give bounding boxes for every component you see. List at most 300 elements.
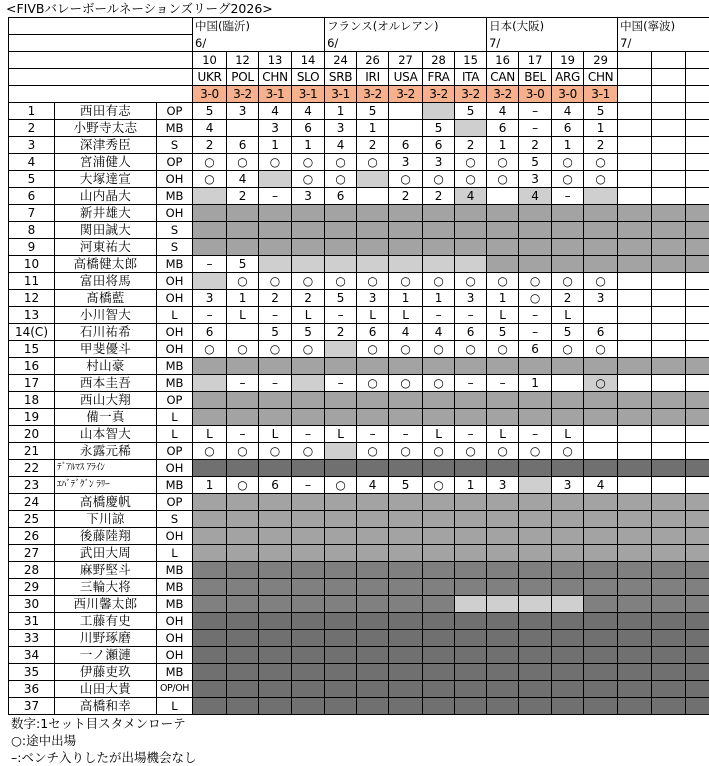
appearance-cell — [686, 154, 709, 171]
player-position: OP — [157, 392, 193, 409]
appearance-cell — [686, 256, 709, 273]
appearance-cell — [455, 511, 487, 528]
appearance-cell — [618, 579, 652, 596]
venue-header: フランス(オルレアン) — [325, 18, 487, 35]
player-number: 34 — [9, 647, 55, 664]
appearance-cell — [455, 409, 487, 426]
player-position: OH — [157, 528, 193, 545]
appearance-cell — [259, 205, 292, 222]
appearance-cell: L — [423, 426, 455, 443]
table-row — [9, 52, 709, 69]
appearance-cell — [618, 188, 652, 205]
player-position: MB — [157, 579, 193, 596]
player-number: 35 — [9, 664, 55, 681]
appearance-cell — [227, 664, 259, 681]
player-name: 深津秀臣 — [55, 137, 157, 154]
table-row — [9, 409, 709, 426]
appearance-cell — [618, 664, 652, 681]
appearance-cell: – — [519, 426, 552, 443]
appearance-cell — [325, 647, 357, 664]
appearance-cell — [584, 358, 618, 375]
appearance-cell — [423, 256, 455, 273]
match-opponent: SLO — [292, 69, 325, 86]
player-number: 14(C) — [9, 324, 55, 341]
month-header: 7/ — [618, 35, 709, 52]
appearance-cell — [193, 630, 227, 647]
appearance-cell: 3 — [357, 290, 389, 307]
appearance-cell: L — [259, 426, 292, 443]
player-number: 15 — [9, 341, 55, 358]
appearance-cell: L — [552, 426, 584, 443]
appearance-cell — [584, 460, 618, 477]
appearance-cell — [652, 205, 686, 222]
appearance-cell — [259, 630, 292, 647]
appearance-cell: L — [389, 307, 423, 324]
appearance-cell — [227, 613, 259, 630]
appearance-cell — [259, 664, 292, 681]
player-name: 河東祐大 — [55, 239, 157, 256]
appearance-cell: ○ — [389, 341, 423, 358]
appearance-cell — [389, 205, 423, 222]
player-number: 1 — [9, 103, 55, 120]
appearance-cell: 1 — [325, 103, 357, 120]
player-position: L — [157, 698, 193, 715]
appearance-cell — [193, 596, 227, 613]
appearance-cell: 6 — [292, 120, 325, 137]
player-position: MB — [157, 562, 193, 579]
month-header: 6/ — [193, 35, 325, 52]
player-number: 6 — [9, 188, 55, 205]
appearance-cell — [325, 613, 357, 630]
appearance-cell — [389, 222, 423, 239]
appearance-cell — [423, 528, 455, 545]
appearance-cell — [652, 307, 686, 324]
appearance-cell — [423, 494, 455, 511]
player-name: 山本智大 — [55, 426, 157, 443]
appearance-cell — [423, 511, 455, 528]
match-opponent: BEL — [519, 69, 552, 86]
player-number: 16 — [9, 358, 55, 375]
player-name: 伊藤吏玖 — [55, 664, 157, 681]
appearance-cell: – — [519, 324, 552, 341]
appearance-cell: – — [193, 307, 227, 324]
appearance-cell: 3 — [193, 290, 227, 307]
match-day: 14 — [292, 52, 325, 69]
appearance-cell — [618, 426, 652, 443]
appearance-cell — [357, 596, 389, 613]
player-number: 33 — [9, 630, 55, 647]
appearance-cell — [389, 103, 423, 120]
appearance-cell — [292, 562, 325, 579]
appearance-cell — [487, 698, 519, 715]
appearance-cell — [423, 545, 455, 562]
appearance-cell — [423, 358, 455, 375]
appearance-cell — [686, 239, 709, 256]
appearance-cell — [389, 239, 423, 256]
appearance-cell: 4 — [423, 324, 455, 341]
appearance-cell — [519, 528, 552, 545]
appearance-cell: 5 — [584, 103, 618, 120]
legend-note-dash: –:ベンチ入りしたが出場機会なし — [11, 750, 197, 765]
appearance-cell — [584, 647, 618, 664]
appearance-cell — [389, 630, 423, 647]
venue-header: 中国(寧波) — [618, 18, 709, 35]
player-name: 永露元稀 — [55, 443, 157, 460]
appearance-cell — [584, 409, 618, 426]
table-row — [9, 613, 709, 630]
appearance-cell — [552, 392, 584, 409]
appearance-cell: ○ — [519, 273, 552, 290]
appearance-cell — [455, 647, 487, 664]
appearance-cell — [389, 511, 423, 528]
appearance-cell — [618, 307, 652, 324]
appearance-cell — [686, 698, 709, 715]
table-row — [9, 664, 709, 681]
appearance-cell: – — [227, 426, 259, 443]
appearance-cell: ○ — [227, 443, 259, 460]
appearance-cell: 2 — [519, 137, 552, 154]
appearance-cell: ○ — [292, 171, 325, 188]
appearance-cell — [652, 290, 686, 307]
appearance-cell: L — [357, 307, 389, 324]
player-name: 小野寺太志 — [55, 120, 157, 137]
appearance-cell: L — [227, 307, 259, 324]
table-row — [9, 630, 709, 647]
appearance-cell: 4 — [357, 477, 389, 494]
appearance-cell — [357, 460, 389, 477]
appearance-cell — [455, 664, 487, 681]
appearance-cell: 5 — [292, 324, 325, 341]
appearance-cell — [487, 630, 519, 647]
table-row — [9, 273, 709, 290]
player-position: OH — [157, 647, 193, 664]
appearance-cell: 6 — [259, 477, 292, 494]
appearance-cell — [487, 596, 519, 613]
appearance-cell — [487, 392, 519, 409]
appearance-cell — [357, 511, 389, 528]
appearance-cell: ○ — [292, 273, 325, 290]
player-name: 髙橋藍 — [55, 290, 157, 307]
appearance-cell — [618, 239, 652, 256]
appearance-cell — [652, 494, 686, 511]
appearance-cell — [227, 545, 259, 562]
player-name: 麻野堅斗 — [55, 562, 157, 579]
appearance-cell — [618, 341, 652, 358]
appearance-cell — [227, 494, 259, 511]
appearance-cell — [325, 698, 357, 715]
appearance-cell — [552, 664, 584, 681]
appearance-cell — [487, 664, 519, 681]
appearance-cell — [357, 545, 389, 562]
appearance-cell — [193, 222, 227, 239]
appearance-cell — [552, 562, 584, 579]
appearance-cell — [292, 579, 325, 596]
player-number: 2 — [9, 120, 55, 137]
appearance-cell: 1 — [487, 137, 519, 154]
player-name: 富田将馬 — [55, 273, 157, 290]
match-day: 19 — [552, 52, 584, 69]
player-name: 宮浦健人 — [55, 154, 157, 171]
appearance-cell — [357, 222, 389, 239]
appearance-cell — [519, 256, 552, 273]
appearance-cell: 5 — [423, 120, 455, 137]
appearance-cell — [618, 630, 652, 647]
appearance-cell — [455, 630, 487, 647]
appearance-cell — [519, 545, 552, 562]
appearance-cell — [193, 460, 227, 477]
table-row — [9, 596, 709, 613]
appearance-cell — [357, 392, 389, 409]
appearance-cell — [552, 579, 584, 596]
appearance-cell — [325, 341, 357, 358]
match-opponent: FRA — [423, 69, 455, 86]
appearance-cell: 5 — [455, 103, 487, 120]
appearance-cell — [487, 460, 519, 477]
appearance-cell — [487, 545, 519, 562]
appearance-cell: 1 — [292, 137, 325, 154]
appearance-cell — [227, 222, 259, 239]
appearance-cell: 2 — [193, 137, 227, 154]
appearance-cell: ○ — [552, 171, 584, 188]
match-opponent: IRI — [357, 69, 389, 86]
appearance-cell — [389, 698, 423, 715]
appearance-cell: 6 — [487, 120, 519, 137]
appearance-cell: ○ — [193, 341, 227, 358]
appearance-cell — [618, 273, 652, 290]
appearance-cell: 4 — [292, 103, 325, 120]
appearance-cell: – — [487, 375, 519, 392]
appearance-cell — [652, 375, 686, 392]
player-position: OH — [157, 290, 193, 307]
appearance-cell — [357, 698, 389, 715]
match-day: 27 — [389, 52, 423, 69]
appearance-cell — [652, 137, 686, 154]
table-row — [9, 120, 709, 137]
appearance-cell — [618, 681, 652, 698]
player-position: OP/OH — [157, 681, 193, 698]
appearance-cell — [259, 392, 292, 409]
appearance-cell: – — [259, 188, 292, 205]
player-number: 21 — [9, 443, 55, 460]
appearance-cell — [487, 494, 519, 511]
appearance-cell — [584, 443, 618, 460]
appearance-cell — [423, 579, 455, 596]
appearance-cell — [259, 698, 292, 715]
player-name: 下川諒 — [55, 511, 157, 528]
appearance-cell — [357, 256, 389, 273]
appearance-cell — [584, 256, 618, 273]
appearance-cell — [423, 562, 455, 579]
appearance-cell — [686, 324, 709, 341]
appearance-cell: ○ — [487, 171, 519, 188]
appearance-cell — [584, 205, 618, 222]
appearance-cell: 6 — [423, 137, 455, 154]
appearance-cell: 5 — [259, 324, 292, 341]
appearance-cell — [357, 664, 389, 681]
appearance-cell — [389, 545, 423, 562]
appearance-cell — [519, 222, 552, 239]
appearance-cell — [193, 511, 227, 528]
player-number: 23 — [9, 477, 55, 494]
appearance-cell — [686, 392, 709, 409]
appearance-cell — [193, 562, 227, 579]
appearance-cell — [259, 409, 292, 426]
appearance-cell — [652, 579, 686, 596]
appearance-cell — [652, 426, 686, 443]
appearance-cell: ○ — [259, 341, 292, 358]
appearance-cell — [389, 120, 423, 137]
appearance-cell — [652, 171, 686, 188]
appearance-cell — [652, 545, 686, 562]
appearance-cell — [652, 664, 686, 681]
player-name: 山内晶大 — [55, 188, 157, 205]
appearance-cell — [227, 596, 259, 613]
appearance-cell — [357, 239, 389, 256]
match-day: 24 — [325, 52, 357, 69]
appearance-cell — [652, 596, 686, 613]
appearance-cell — [455, 562, 487, 579]
player-position: MB — [157, 256, 193, 273]
appearance-cell: 5 — [357, 103, 389, 120]
player-number: 28 — [9, 562, 55, 579]
appearance-cell — [423, 596, 455, 613]
player-name: 高橋健太郎 — [55, 256, 157, 273]
appearance-cell — [584, 579, 618, 596]
appearance-cell — [292, 409, 325, 426]
table-row — [9, 460, 709, 477]
match-day — [652, 52, 686, 69]
table-row — [9, 290, 709, 307]
appearance-cell — [584, 239, 618, 256]
appearance-cell — [652, 256, 686, 273]
appearance-cell — [652, 681, 686, 698]
player-position: S — [157, 222, 193, 239]
player-number: 22 — [9, 460, 55, 477]
appearance-cell: L — [487, 426, 519, 443]
appearance-cell: 6 — [389, 137, 423, 154]
appearance-cell — [292, 205, 325, 222]
appearance-cell: ○ — [455, 154, 487, 171]
player-position: OH — [157, 171, 193, 188]
table-row — [9, 256, 709, 273]
table-row — [9, 477, 709, 494]
appearance-cell — [455, 596, 487, 613]
appearance-cell — [552, 528, 584, 545]
appearance-cell — [618, 613, 652, 630]
appearance-cell — [686, 409, 709, 426]
appearance-cell — [584, 392, 618, 409]
appearance-cell — [193, 392, 227, 409]
appearance-cell — [227, 579, 259, 596]
appearance-cell — [652, 443, 686, 460]
appearance-cell — [618, 171, 652, 188]
player-number: 12 — [9, 290, 55, 307]
player-position: L — [157, 307, 193, 324]
appearance-cell — [652, 562, 686, 579]
appearance-cell — [686, 681, 709, 698]
appearance-cell: 1 — [455, 477, 487, 494]
table-row — [9, 103, 709, 120]
player-name: 新井雄大 — [55, 205, 157, 222]
appearance-cell: 2 — [584, 137, 618, 154]
appearance-cell — [618, 562, 652, 579]
appearance-cell — [423, 613, 455, 630]
appearance-cell — [259, 358, 292, 375]
appearance-cell — [584, 188, 618, 205]
appearance-cell — [227, 681, 259, 698]
appearance-cell — [193, 239, 227, 256]
player-name: 高橋和幸 — [55, 698, 157, 715]
appearance-cell — [487, 528, 519, 545]
appearance-cell: 3 — [259, 120, 292, 137]
appearance-cell: – — [259, 375, 292, 392]
appearance-cell — [325, 511, 357, 528]
appearance-cell — [455, 205, 487, 222]
appearance-cell — [325, 664, 357, 681]
appearance-cell — [292, 256, 325, 273]
appearance-cell: 6 — [455, 324, 487, 341]
match-day: 17 — [519, 52, 552, 69]
appearance-cell — [389, 613, 423, 630]
appearance-cell — [618, 256, 652, 273]
appearance-cell — [652, 409, 686, 426]
appearance-cell — [652, 477, 686, 494]
appearance-cell — [455, 256, 487, 273]
appearance-cell — [325, 222, 357, 239]
match-opponent — [686, 69, 709, 86]
player-name: 西田有志 — [55, 103, 157, 120]
appearance-cell — [584, 545, 618, 562]
appearance-cell — [487, 239, 519, 256]
player-number: 17 — [9, 375, 55, 392]
appearance-cell — [487, 256, 519, 273]
appearance-cell — [357, 681, 389, 698]
appearance-cell — [552, 596, 584, 613]
player-number: 18 — [9, 392, 55, 409]
appearance-cell — [259, 596, 292, 613]
appearance-cell — [259, 579, 292, 596]
page-title: <FIVBバレーボールネーションズリーグ2026> — [6, 1, 273, 16]
appearance-cell — [423, 647, 455, 664]
appearance-cell — [652, 511, 686, 528]
appearance-cell — [357, 409, 389, 426]
appearance-cell — [357, 188, 389, 205]
appearance-cell — [584, 698, 618, 715]
appearance-cell: 4 — [193, 120, 227, 137]
appearance-cell: ○ — [584, 375, 618, 392]
appearance-cell: ○ — [584, 341, 618, 358]
table-row — [9, 69, 709, 86]
appearance-cell: L — [325, 426, 357, 443]
table-row — [9, 375, 709, 392]
roster-body — [9, 18, 709, 715]
appearance-cell — [584, 630, 618, 647]
appearance-cell — [193, 545, 227, 562]
legend-note-number: 数字:1セット目スタメンローテ — [11, 716, 186, 731]
appearance-cell — [552, 256, 584, 273]
appearance-cell — [552, 511, 584, 528]
appearance-cell: ○ — [584, 171, 618, 188]
venue-header: 日本(大阪) — [487, 18, 618, 35]
appearance-cell: 3 — [292, 188, 325, 205]
appearance-cell — [227, 324, 259, 341]
player-number: 4 — [9, 154, 55, 171]
appearance-cell — [618, 494, 652, 511]
header-blank — [9, 52, 193, 69]
appearance-cell — [487, 222, 519, 239]
venue-header: 中国(臨沂) — [193, 18, 325, 35]
appearance-cell — [519, 477, 552, 494]
